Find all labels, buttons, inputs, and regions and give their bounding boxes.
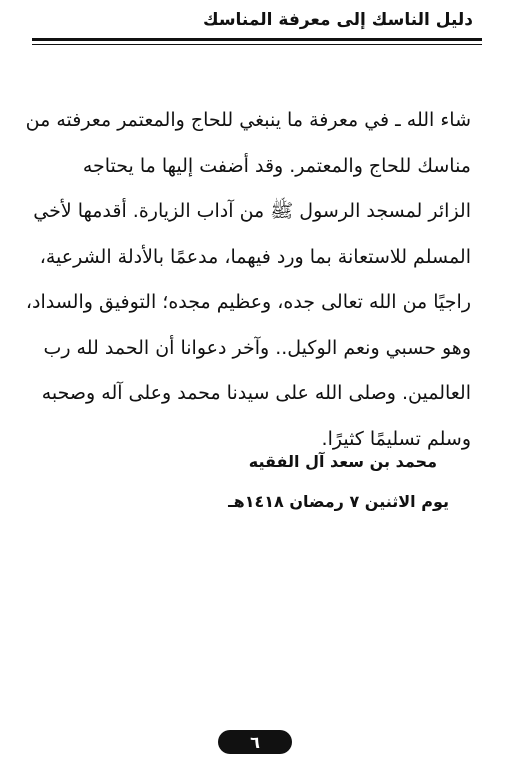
body-text — [25, 98, 471, 462]
body-line: وهو حسبي ونعم الوكيل.. وآخر دعوانا أن الحمد لله رب — [43, 336, 471, 359]
body-line: راجيًا من الله تعالى جده، وعظيم مجده؛ التوفيق والسداد، — [25, 291, 471, 313]
body-line: العالمين. وصلى الله على سيدنا محمد وعلى آله وصحبه — [41, 382, 471, 404]
author-signature: محمد بن سعد آل الفقيه — [248, 452, 437, 471]
body-line: مناسك للحاج والمعتمر. وقد أضفت إليها ما يحتاجه — [82, 154, 471, 177]
page-number: ٦ — [250, 732, 260, 752]
body-line: شاء الله ـ في معرفة ما ينبغي للحاج والمعتمر معرفته من — [25, 109, 471, 131]
body-line: المسلم للاستعانة بما ورد فيهما، مدعمًا بالأدلة الشرعية، — [39, 245, 471, 268]
body-line: وسلم تسليمًا كثيرًا. — [321, 427, 471, 450]
page-number-badge — [218, 730, 292, 754]
running-header: دليل الناسك إلى معرفة المناسك — [203, 10, 473, 30]
date-line: يوم الاثنين ٧ رمضان ١٤١٨هـ — [228, 492, 449, 511]
header-rule-thin — [32, 44, 482, 45]
header-rule-thick — [32, 38, 482, 41]
body-line: الزائر لمسجد الرسول ﷺ من آداب الزيارة. أقدمها لأخي — [33, 200, 471, 222]
